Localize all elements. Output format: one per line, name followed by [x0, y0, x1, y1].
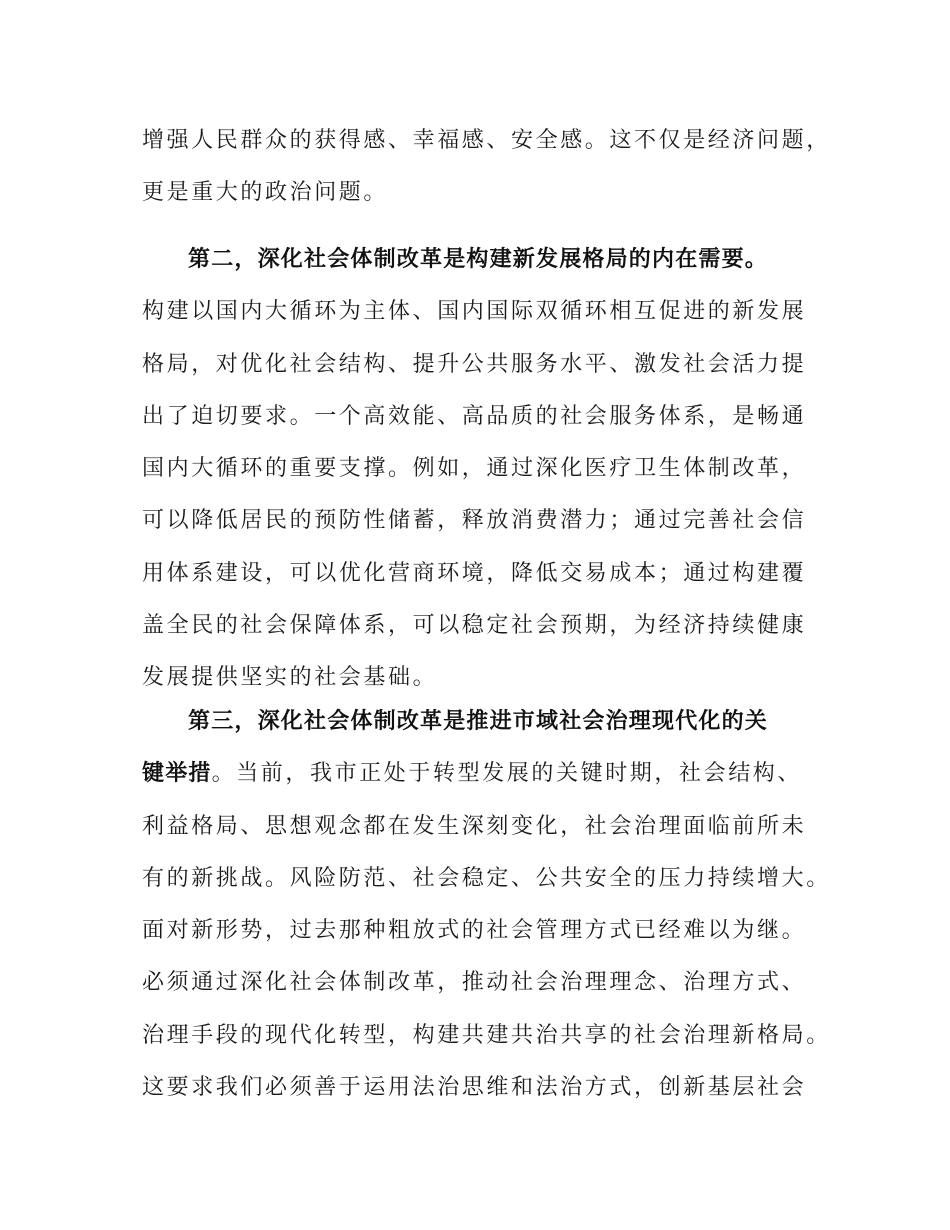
- paragraph-1: [142, 115, 832, 220]
- paragraph-2-line-3: 出了迫切要求。一个高效能、高品质的社会服务体系，是畅通: [142, 403, 807, 429]
- paragraph-3-heading-line-1: 第三，深化社会体制改革是推进市域社会治理现代化的关: [188, 709, 769, 734]
- paragraph-2-line-2: 格局，对优化社会结构、提升公共服务水平、激发社会活力提: [142, 351, 807, 377]
- paragraph-2-line-1: 构建以国内大循环为主体、国内国际双循环相互促进的新发展: [142, 299, 807, 325]
- paragraph-2-line-5: 可以降低居民的预防性储蓄，释放消费潜力；通过完善社会信: [142, 508, 807, 534]
- paragraph-2-line-4: 国内大循环的重要支撑。例如，通过深化医疗卫生体制改革，: [142, 456, 807, 482]
- paragraph-1-line-1: 增强人民群众的获得感、幸福感、安全感。这不仅是经济问题，: [142, 128, 831, 153]
- paragraph-3-line-2: [142, 748, 832, 800]
- paragraph-2-line-8: 发展提供坚实的社会基础。: [142, 665, 438, 691]
- paragraph-3-line-3: 利益格局、思想观念都在发生深刻变化，社会治理面临前所未: [142, 813, 807, 839]
- paragraph-2-line-6: 用体系建设，可以优化营商环境，降低交易成本；通过构建覆: [142, 560, 807, 586]
- paragraph-3-line-4: 有的新挑战。风险防范、社会稳定、公共安全的压力持续增大。: [142, 865, 831, 891]
- paragraph-2-line-7: 盖全民的社会保障体系，可以稳定社会预期，为经济持续健康: [142, 613, 807, 639]
- paragraph-3: [142, 696, 832, 1114]
- paragraph-2: [142, 234, 832, 705]
- paragraph-3-line-5: 面对新形势，过去那种粗放式的社会管理方式已经难以为继。: [142, 918, 807, 944]
- paragraph-3-line-6: 必须通过深化社会体制改革，推动社会治理理念、治理方式、: [142, 970, 807, 996]
- paragraph-3-line-7: 治理手段的现代化转型，构建共建共治共享的社会治理新格局。: [142, 1022, 831, 1048]
- paragraph-3-line-8: 这要求我们必须善于运用法治思维和法治方式，创新基层社会: [142, 1075, 807, 1101]
- paragraph-3-line-2-text: 。当前，我市正处于转型发展的关键时期，社会结构、: [211, 761, 803, 787]
- paragraph-1-line-2: 更是重大的政治问题。: [142, 180, 389, 206]
- paragraph-3-heading-tail: 键举措: [142, 761, 212, 787]
- paragraph-2-heading: 第二，深化社会体制改革是构建新发展格局的内在需要。: [188, 247, 769, 272]
